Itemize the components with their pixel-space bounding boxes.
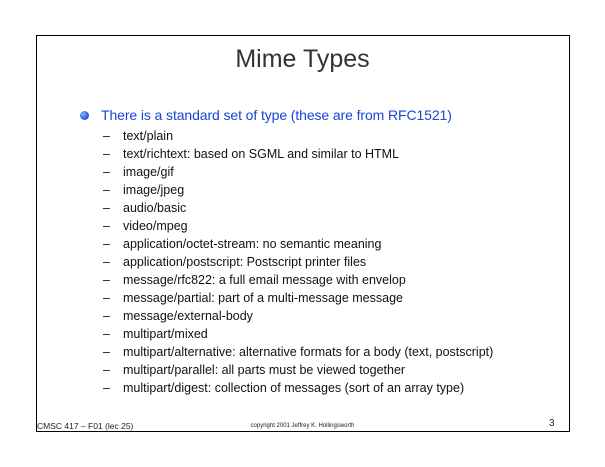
footer-course: CMSC 417 – F01 (lec 25) <box>37 421 134 431</box>
list-item-text: multipart/digest: collection of messages (sort of an array type) <box>123 381 465 395</box>
list-item <box>103 253 493 271</box>
list-item <box>103 271 493 289</box>
list-item-text: multipart/alternative: alternative formats for a body (text, postscript) <box>123 345 494 359</box>
list-item <box>103 181 493 199</box>
list-item <box>103 379 493 397</box>
list-item-text: message/external-body <box>123 309 253 323</box>
list-item-text: video/mpeg <box>123 219 188 233</box>
list-item-text: multipart/mixed <box>123 327 208 341</box>
list-item <box>103 127 493 145</box>
list-item-text: application/postscript: Postscript printer files <box>123 255 367 269</box>
footer-copyright: copyright 2001 Jeffrey K. Hollingsworth <box>250 423 355 429</box>
list-item-text: image/jpeg <box>123 183 185 197</box>
mime-type-list <box>103 127 493 397</box>
list-item <box>103 325 493 343</box>
list-item <box>103 361 493 379</box>
dash-marker: – <box>103 345 110 359</box>
list-item-text: image/gif <box>123 165 174 179</box>
list-item-text: application/octet-stream: no semantic meaning <box>123 237 382 251</box>
list-item <box>103 235 493 253</box>
list-item <box>103 163 493 181</box>
list-item-text: message/rfc822: a full email message with envelop <box>123 273 406 287</box>
list-item-text: message/partial: part of a multi-message message <box>123 291 403 305</box>
list-item <box>103 145 493 163</box>
list-item-text: text/plain <box>123 129 174 143</box>
list-item <box>103 289 493 307</box>
dash-marker: – <box>103 381 110 395</box>
dash-marker: – <box>103 165 110 179</box>
dash-marker: – <box>103 291 110 305</box>
main-bullet <box>80 107 452 123</box>
list-item-text: multipart/parallel: all parts must be viewed together <box>123 363 406 377</box>
bullet-dot-icon <box>80 111 89 120</box>
list-item <box>103 343 493 361</box>
dash-marker: – <box>103 219 110 233</box>
dash-marker: – <box>103 147 110 161</box>
dash-marker: – <box>103 327 110 341</box>
list-item <box>103 307 493 325</box>
dash-marker: – <box>103 255 110 269</box>
dash-marker: – <box>103 273 110 287</box>
dash-marker: – <box>103 309 110 323</box>
list-item-text: audio/basic <box>123 201 187 215</box>
page-number: 3 <box>549 418 555 429</box>
dash-marker: – <box>103 363 110 377</box>
list-item <box>103 199 493 217</box>
list-item-text: text/richtext: based on SGML and similar to HTML <box>123 147 400 161</box>
dash-marker: – <box>103 201 110 215</box>
dash-marker: – <box>103 183 110 197</box>
slide-title: Mime Types <box>235 45 370 73</box>
main-bullet-text: There is a standard set of type (these are from RFC1521) <box>101 107 452 123</box>
list-item <box>103 217 493 235</box>
dash-marker: – <box>103 237 110 251</box>
dash-marker: – <box>103 129 110 143</box>
